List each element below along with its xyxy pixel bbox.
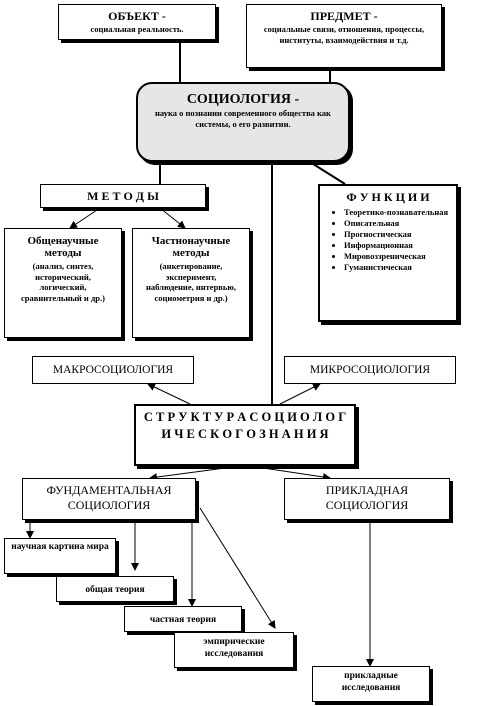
applied-research-box	[312, 666, 430, 702]
applied-label: ПРИКЛАДНАЯ СОЦИОЛОГИЯ	[325, 483, 409, 512]
particular-theory-box	[124, 606, 242, 632]
function-item: • Информационная	[344, 240, 456, 251]
methods-title: М Е Т О Д Ы	[87, 189, 159, 203]
sociology-text: наука о познании современного общества как системы, о его развитии.	[155, 108, 331, 129]
object-title: ОБЪЕКТ -	[108, 9, 166, 23]
structure-to-macro-arrow	[148, 384, 190, 404]
structure-to-applied-arrow	[250, 466, 330, 478]
particular-theory-label: частная теория	[149, 615, 217, 625]
sociology-to-functions-line	[310, 162, 345, 184]
general-methods-box	[4, 228, 122, 338]
macro-box	[32, 356, 194, 384]
empirical-box	[174, 632, 294, 668]
methods-box	[40, 184, 206, 208]
general-methods-title: Общенаучные методы	[27, 235, 99, 259]
subject-box	[246, 4, 442, 68]
specific-methods-text: (анкетирование, эксперимент, наблюдение, интервью, социометрия и др.)	[145, 261, 237, 303]
fundamental-label: ФУНДАМЕНТАЛЬНАЯ СОЦИОЛОГИЯ	[46, 483, 172, 512]
structure-title: С Т Р У К Т У Р А С О Ц И О Л О Г И Ч Е С К О Г О З Н А Н И Я	[143, 410, 347, 441]
functions-list	[320, 207, 456, 273]
function-item: • Описательная	[344, 218, 456, 229]
object-text: социальная реальность.	[90, 24, 184, 34]
general-theory-box	[56, 576, 174, 602]
methods-to-specific-arrow	[160, 208, 185, 228]
general-theory-label: общая теория	[85, 585, 145, 595]
micro-label: МИКРОСОЦИОЛОГИЯ	[309, 364, 431, 376]
general-methods-text: (анализ, синтез, исторический, логический, сравнительный и др.)	[21, 261, 105, 303]
subject-title: ПРЕДМЕТ -	[310, 9, 378, 23]
sociology-box	[136, 82, 350, 162]
picture-box	[4, 538, 116, 574]
structure-to-fundamental-arrow	[150, 466, 240, 478]
empirical-label: эмпирические исследования	[203, 637, 265, 660]
function-item: • Теоретико-познавательная	[344, 207, 456, 218]
functions-box	[318, 184, 458, 322]
specific-methods-title: Частнонаучные методы	[151, 235, 231, 259]
micro-box	[284, 356, 456, 384]
structure-box	[134, 404, 356, 466]
picture-label: научная картина мира	[11, 542, 109, 552]
functions-title: Ф У Н К Ц И И	[346, 190, 430, 204]
methods-to-general-arrow	[70, 208, 100, 228]
applied-box	[284, 478, 450, 520]
sociology-title: СОЦИОЛОГИЯ -	[186, 92, 300, 107]
subject-text: социальные связи, отношения, процессы, институты, взаимодействия и т.д.	[263, 24, 425, 45]
function-item: • Прогностическая	[344, 229, 456, 240]
structure-to-micro-arrow	[280, 384, 320, 404]
fundamental-box	[22, 478, 196, 520]
function-item: • Мировоззреническая	[344, 251, 456, 262]
macro-label: МАКРОСОЦИОЛОГИЯ	[52, 364, 174, 376]
object-box	[58, 4, 216, 40]
applied-research-label: прикладные исследования	[341, 671, 401, 694]
function-item: • Гуманистическая	[344, 262, 456, 273]
specific-methods-box	[132, 228, 250, 338]
